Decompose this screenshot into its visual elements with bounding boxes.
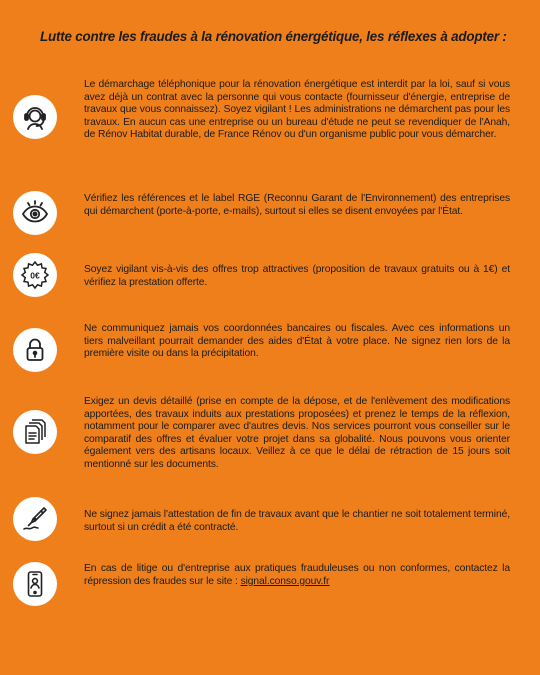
tip-text: [84, 563, 510, 588]
padlock-icon: [13, 328, 57, 372]
tip-text: Soyez vigilant vis-à-vis des offres trop attractives (proposition de travaux gratuits ou à 1€) et vérifiez la prestation offerte.: [84, 264, 510, 288]
badge-label: 0€: [30, 270, 40, 281]
tip-text: Ne signez jamais l'attestation de fin de travaux avant que le chantier ne soit totalement terminé, surtout si un crédit a été contracté.: [84, 509, 510, 533]
eye-icon: [13, 191, 57, 235]
free-offer-badge-icon: [13, 253, 57, 297]
tip-text: Ne communiquez jamais vos coordonnées bancaires ou fiscales. Avec ces informations un tiers malveillant pourrait demander des aides d'État à votre place. Ne signez rien lors de la première visite ou dans la précipitation.: [84, 323, 510, 360]
documents-icon: [13, 410, 57, 454]
tip-text: Vérifiez les références et le label RGE (Reconnu Garant de l'Environnement) des entreprises qui démarchent (porte-à-porte, e-mails), surtout si elles se disent envoyées par l'État.: [84, 193, 510, 217]
signal-conso-link[interactable]: signal.conso.gouv.fr: [240, 575, 330, 587]
tip-text: Le démarchage téléphonique pour la rénovation énergétique est interdit par la loi, sauf si vous avez déjà un contrat avec la personne qui vous contacte (fournisseur d'énergie, entreprise de travaux que vous connaissez). Soyez vigilant ! Les administrations ne démarchent pas pour les travaux. En aucun cas une entreprise ou un bureau d'étude ne peut se revendiquer de l'Anah, de Rénov Habitat durable, de France Rénov ou d'un organisme public pour vous démarcher.: [84, 79, 510, 141]
tip-text: Exigez un devis détaillé (prise en compte de la dépose, et de l'enlèvement des modifications apportées, des travaux induits aux prestations proposées) et prenez le temps de la réflexion, notamment pour le comparer avec d'autres devis. Nos services pourront vous conseiller sur le comparatif des offres et évaluer votre projet dans sa globalité. Nous pouvons vous orienter également vers des artisans locaux. Veillez à ce que le délai de rétraction de 15 jours soit mentionné sur les documents.: [84, 396, 510, 470]
smartphone-user-icon: [13, 562, 57, 606]
page-title: Lutte contre les fraudes à la rénovation énergétique, les réflexes à adopter :: [40, 29, 507, 44]
tip-text-body: En cas de litige ou d'entreprise aux pratiques frauduleuses ou non conformes, contactez la répression des fraudes sur le site :: [84, 563, 510, 587]
headset-icon: [13, 95, 57, 139]
pen-nib-icon: [13, 497, 57, 541]
